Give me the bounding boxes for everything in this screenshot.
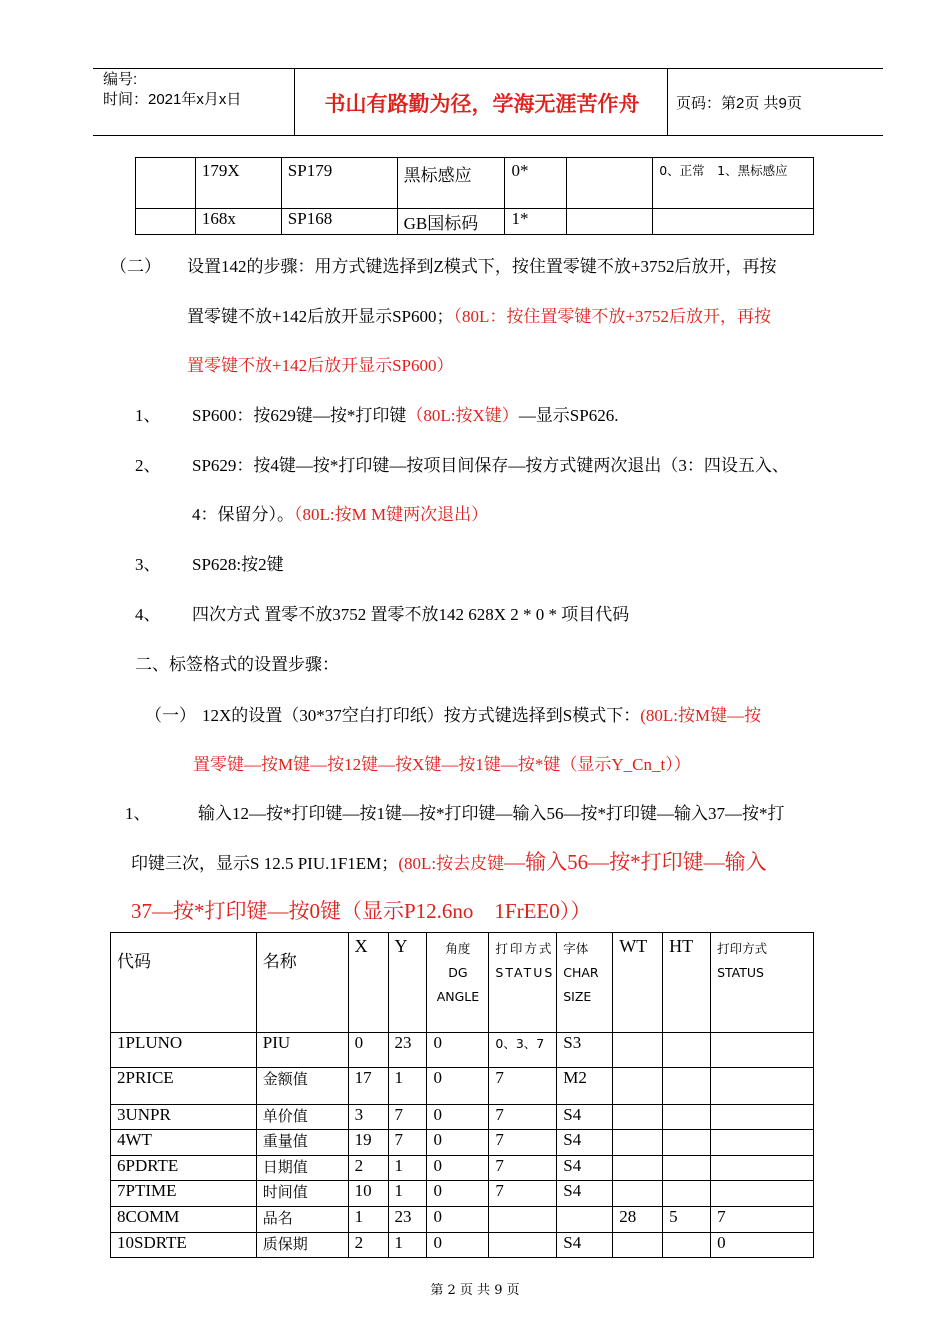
table-cell bbox=[663, 1033, 711, 1068]
table-cell: GB国标码 bbox=[397, 209, 505, 235]
note-80l: （80L：按住置零键不放+3752后放开，再按 bbox=[453, 307, 771, 326]
column-header: 打印方式 STATUS bbox=[711, 933, 814, 1033]
table-cell bbox=[663, 1181, 711, 1207]
table-cell bbox=[663, 1068, 711, 1105]
table-cell: 0 bbox=[427, 1033, 489, 1068]
table-row bbox=[111, 1233, 814, 1258]
table-cell bbox=[613, 1233, 663, 1258]
table-cell: 2 bbox=[348, 1156, 388, 1181]
table-cell: 0* bbox=[505, 158, 567, 209]
table-cell: S3 bbox=[557, 1033, 613, 1068]
table-cell: 日期值 bbox=[256, 1156, 348, 1181]
note-80l: （80L:按X键） bbox=[406, 406, 519, 425]
table-cell: 7 bbox=[711, 1207, 814, 1233]
paragraph-line: 设置142的步骤：用方式键选择到Z模式下，按住置零键不放+3752后放开，再按 bbox=[187, 257, 777, 276]
column-header: 字体 CHAR SIZE bbox=[557, 933, 613, 1033]
table-cell: 23 bbox=[388, 1207, 427, 1233]
table-cell bbox=[567, 158, 653, 209]
table-row bbox=[111, 1105, 814, 1130]
table-cell: 1 bbox=[388, 1233, 427, 1258]
paragraph-text: 置零键不放+142后放开显示SP600； bbox=[187, 307, 454, 326]
table-cell: SP179 bbox=[281, 158, 397, 209]
table-cell: 单价值 bbox=[256, 1105, 348, 1130]
step-number: 2、 bbox=[135, 456, 161, 475]
column-header: X bbox=[348, 933, 388, 1033]
table-cell: 金额值 bbox=[256, 1068, 348, 1105]
step-text-b: —显示SP626. bbox=[518, 406, 619, 425]
table-row bbox=[111, 1181, 814, 1207]
table-row bbox=[111, 1033, 814, 1068]
table-cell: 28 bbox=[613, 1207, 663, 1233]
table-cell: 0 bbox=[427, 1105, 489, 1130]
table-cell bbox=[489, 1207, 557, 1233]
table-cell: 0、3、7 bbox=[489, 1033, 557, 1068]
table-cell: 6PDRTE bbox=[111, 1156, 257, 1181]
note-80l-large: 37—按*打印键—按0键（显示P12.6no 1FrEE0）） bbox=[131, 899, 592, 923]
header-left bbox=[103, 70, 241, 110]
step-number: 4、 bbox=[135, 605, 161, 624]
table-cell bbox=[136, 209, 196, 235]
subsection-number: （一） bbox=[145, 706, 196, 725]
table-cell bbox=[711, 1105, 814, 1130]
column-header: WT bbox=[613, 933, 663, 1033]
top-table bbox=[135, 157, 814, 235]
table-cell bbox=[663, 1105, 711, 1130]
table-cell bbox=[557, 1207, 613, 1233]
table-cell bbox=[711, 1156, 814, 1181]
table-cell bbox=[663, 1233, 711, 1258]
column-header: 打印方式 STATUS bbox=[489, 933, 557, 1033]
note-80l: （80L:按M M键两次退出） bbox=[294, 505, 489, 524]
table-cell bbox=[567, 209, 653, 235]
table-row bbox=[111, 1156, 814, 1181]
table-cell: 7 bbox=[489, 1130, 557, 1156]
table-cell: S4 bbox=[557, 1105, 613, 1130]
column-header: Y bbox=[388, 933, 427, 1033]
step-number: 1、 bbox=[135, 406, 161, 425]
table-cell: 重量值 bbox=[256, 1130, 348, 1156]
step-text: 输入12—按*打印键—按1键—按*打印键—输入56—按*打印键—输入37—按*打 bbox=[198, 804, 785, 823]
table-cell: 2 bbox=[348, 1233, 388, 1258]
table-cell bbox=[613, 1033, 663, 1068]
column-header: 角度 DG ANGLE bbox=[427, 933, 489, 1033]
table-cell: 7 bbox=[388, 1130, 427, 1156]
table-cell: 1 bbox=[388, 1181, 427, 1207]
table-cell: 3UNPR bbox=[111, 1105, 257, 1130]
table-cell: 7 bbox=[489, 1105, 557, 1130]
table-cell: 1* bbox=[505, 209, 567, 235]
paragraph-text: 12X的设置（30*37空白打印纸）按方式键选择到S模式下： bbox=[202, 706, 641, 725]
table-cell: PIU bbox=[256, 1033, 348, 1068]
table-cell: 1 bbox=[388, 1156, 427, 1181]
page-footer: 第 2 页 共 9 页 bbox=[430, 1283, 520, 1298]
table-row bbox=[111, 1068, 814, 1105]
table-cell: 17 bbox=[348, 1068, 388, 1105]
doc-code-label: 编号: bbox=[103, 71, 138, 88]
table-cell: S4 bbox=[557, 1233, 613, 1258]
label-format-table bbox=[110, 932, 814, 1258]
step-text bbox=[192, 500, 488, 525]
table-cell: S4 bbox=[557, 1156, 613, 1181]
table-cell: 7 bbox=[388, 1105, 427, 1130]
table-cell: 质保期 bbox=[256, 1233, 348, 1258]
table-cell: 1 bbox=[388, 1068, 427, 1105]
step-text bbox=[192, 401, 618, 426]
note-80l: (80L:按M键—按 bbox=[640, 706, 762, 725]
table-cell bbox=[613, 1156, 663, 1181]
section-heading: 二、标签格式的设置步骤： bbox=[135, 655, 339, 674]
table-cell bbox=[653, 209, 814, 235]
table-row bbox=[111, 1207, 814, 1233]
step-text bbox=[131, 846, 767, 876]
table-cell: 5 bbox=[663, 1207, 711, 1233]
step-text: SP628:按2键 bbox=[192, 555, 284, 574]
note-80l-large: —输入56—按*打印键—输入 bbox=[504, 850, 767, 874]
note-80l: (80L:按去皮键 bbox=[398, 854, 505, 873]
step-text-a: 印键三次，显示S 12.5 PIU.1F1EM； bbox=[131, 854, 399, 873]
table-cell: 7 bbox=[489, 1068, 557, 1105]
table-row bbox=[111, 1130, 814, 1156]
section-2-number: （二） bbox=[110, 257, 161, 276]
table-cell: 7 bbox=[489, 1181, 557, 1207]
header-page-label: 页码：第2页 共9页 bbox=[676, 95, 802, 112]
table-cell: 7 bbox=[489, 1156, 557, 1181]
table-cell: 0 bbox=[427, 1068, 489, 1105]
table-cell bbox=[613, 1181, 663, 1207]
header-divider bbox=[294, 68, 295, 136]
step-text-a: 4：保留分）。 bbox=[192, 505, 294, 524]
table-cell: 品名 bbox=[256, 1207, 348, 1233]
table-cell bbox=[711, 1130, 814, 1156]
header-top-rule bbox=[93, 68, 883, 69]
table-cell: 168x bbox=[195, 209, 281, 235]
step-number: 3、 bbox=[135, 555, 161, 574]
table-cell: SP168 bbox=[281, 209, 397, 235]
table-cell: 0 bbox=[427, 1156, 489, 1181]
table-cell: 黑标感应 bbox=[397, 158, 505, 209]
table-cell bbox=[663, 1130, 711, 1156]
table-cell: 0、正常 1、黑标感应 bbox=[653, 158, 814, 209]
note-80l: 置零键不放+142后放开显示SP600） bbox=[187, 356, 454, 375]
table-cell bbox=[663, 1156, 711, 1181]
table-cell: 0 bbox=[427, 1130, 489, 1156]
step-number: 1、 bbox=[125, 804, 151, 823]
table-cell: 0 bbox=[348, 1033, 388, 1068]
table-cell: 0 bbox=[711, 1233, 814, 1258]
table-cell: S4 bbox=[557, 1181, 613, 1207]
table-cell: 23 bbox=[388, 1033, 427, 1068]
table-cell bbox=[613, 1105, 663, 1130]
table-cell bbox=[489, 1233, 557, 1258]
table-cell: 10SDRTE bbox=[111, 1233, 257, 1258]
table-cell: 1PLUNO bbox=[111, 1033, 257, 1068]
step-text: SP629：按4键—按*打印键—按项目间保存—按方式键两次退出（3：四设五入、 bbox=[192, 456, 789, 475]
table-cell bbox=[136, 158, 196, 209]
table-cell: 1 bbox=[348, 1207, 388, 1233]
step-text: 四次方式 置零不放3752 置零不放142 628X 2 * 0 * 项目代码 bbox=[192, 605, 630, 624]
table-header-row bbox=[111, 933, 814, 1033]
table-cell bbox=[711, 1033, 814, 1068]
table-cell: 7PTIME bbox=[111, 1181, 257, 1207]
table-row bbox=[136, 158, 814, 209]
table-row bbox=[136, 209, 814, 235]
doc-time-label: 时间：2021年x月x日 bbox=[103, 91, 242, 108]
column-header: HT bbox=[663, 933, 711, 1033]
table-cell bbox=[711, 1068, 814, 1105]
header-bottom-rule bbox=[93, 135, 883, 136]
table-cell bbox=[613, 1130, 663, 1156]
table-cell: M2 bbox=[557, 1068, 613, 1105]
table-cell: 时间值 bbox=[256, 1181, 348, 1207]
table-cell: 3 bbox=[348, 1105, 388, 1130]
header-motto: 书山有路勤为径，学海无涯苦作舟 bbox=[324, 92, 640, 116]
table-cell: 0 bbox=[427, 1233, 489, 1258]
paragraph-line bbox=[202, 701, 761, 726]
table-cell: S4 bbox=[557, 1130, 613, 1156]
table-cell: 179X bbox=[195, 158, 281, 209]
table-cell: 10 bbox=[348, 1181, 388, 1207]
table-cell bbox=[711, 1181, 814, 1207]
table-cell: 0 bbox=[427, 1181, 489, 1207]
table-cell: 8COMM bbox=[111, 1207, 257, 1233]
note-80l: 置零键—按M键—按12键—按X键—按1键—按*键（显示Y_Cn_t）） bbox=[193, 755, 691, 774]
table-cell: 0 bbox=[427, 1207, 489, 1233]
paragraph-line bbox=[187, 302, 771, 327]
column-header: 名称 bbox=[256, 933, 348, 1033]
column-header: 代码 bbox=[111, 933, 257, 1033]
table-cell: 2PRICE bbox=[111, 1068, 257, 1105]
table-cell bbox=[613, 1068, 663, 1105]
step-text-a: SP600：按629键—按*打印键 bbox=[192, 406, 407, 425]
table-cell: 19 bbox=[348, 1130, 388, 1156]
table-cell: 4WT bbox=[111, 1130, 257, 1156]
